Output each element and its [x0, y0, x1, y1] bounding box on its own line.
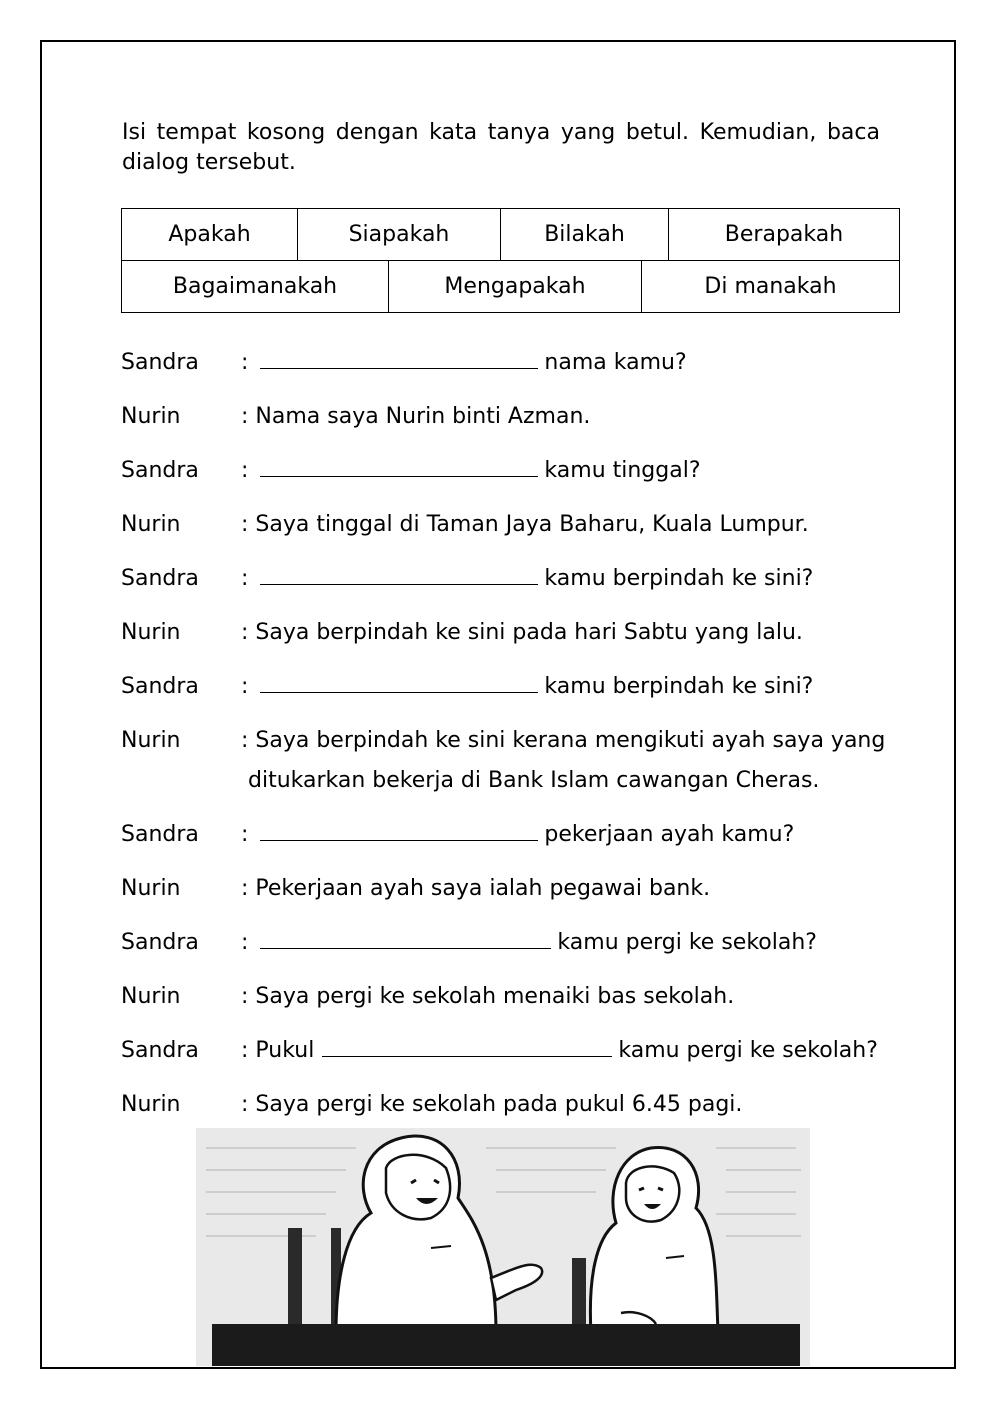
reply-text: : Saya berpindah ke sini pada hari Sabtu yang lalu.: [241, 620, 803, 645]
speaker-name: Nurin: [121, 512, 181, 537]
question-suffix: kamu berpindah ke sini?: [544, 566, 814, 591]
line-prefix: :: [241, 822, 249, 847]
question-suffix: pekerjaan ayah kamu?: [544, 822, 795, 847]
answer-blank-4[interactable]: [260, 668, 538, 693]
word-bank-row-2: [122, 260, 899, 312]
word-bank-table: [121, 208, 900, 313]
word-bagaimanakah: Bagaimanakah: [172, 274, 338, 299]
desk: [212, 1324, 800, 1366]
word-apakah: Apakah: [168, 222, 251, 247]
word-di-manakah: Di manakah: [641, 261, 899, 312]
answer-blank-3[interactable]: [260, 560, 538, 585]
speaker-name: Nurin: [121, 404, 181, 429]
reply-continuation: ditukarkan bekerja di Bank Islam cawangan Cheras.: [248, 768, 820, 793]
reply-text: : Pekerjaan ayah saya ialah pegawai bank.: [241, 876, 711, 901]
speaker-name: Nurin: [121, 728, 181, 753]
answer-blank-7[interactable]: [322, 1032, 612, 1057]
line-prefix: :: [241, 350, 249, 375]
reply-text: : Saya pergi ke sekolah menaiki bas sekolah.: [241, 984, 735, 1009]
instruction-text: Isi tempat kosong dengan kata tanya yang betul. Kemudian, baca dialog tersebut.: [122, 120, 880, 175]
reply-text: : Saya berpindah ke sini kerana mengikuti ayah saya yang: [241, 728, 886, 753]
speaker-name: Sandra: [121, 1038, 199, 1063]
dialog-illustration: [196, 1128, 810, 1366]
speaker-name: Sandra: [121, 566, 199, 591]
question-suffix: kamu tinggal?: [544, 458, 701, 483]
speaker-name: Sandra: [121, 458, 199, 483]
speaker-name: Nurin: [121, 984, 181, 1009]
reply-text: : Saya pergi ke sekolah pada pukul 6.45 pagi.: [241, 1092, 743, 1117]
question-suffix: nama kamu?: [544, 350, 687, 375]
question-suffix: kamu berpindah ke sini?: [544, 674, 814, 699]
word-bilakah: Bilakah: [500, 209, 668, 260]
question-suffix: kamu pergi ke sekolah?: [618, 1038, 878, 1063]
speaker-name: Sandra: [121, 674, 199, 699]
speaker-name: Sandra: [121, 350, 199, 375]
line-prefix: :: [241, 930, 249, 955]
reply-text: : Nama saya Nurin binti Azman.: [241, 404, 591, 429]
line-prefix: :: [241, 458, 249, 483]
word-mengapakah: Mengapakah: [388, 261, 641, 312]
answer-blank-1[interactable]: [260, 344, 538, 369]
word-siapakah: Siapakah: [297, 209, 500, 260]
line-prefix: : Pukul: [241, 1038, 315, 1063]
speaker-name: Nurin: [121, 1092, 181, 1117]
answer-blank-5[interactable]: [260, 816, 538, 841]
word-berapakah: Berapakah: [668, 209, 899, 260]
answer-blank-6[interactable]: [260, 924, 551, 949]
line-prefix: :: [241, 566, 249, 591]
reply-text: : Saya tinggal di Taman Jaya Baharu, Kuala Lumpur.: [241, 512, 809, 537]
speaker-name: Nurin: [121, 620, 181, 645]
speaker-name: Nurin: [121, 876, 181, 901]
line-prefix: :: [241, 674, 249, 699]
word-bank-row-1: [122, 209, 899, 260]
answer-blank-2[interactable]: [260, 452, 538, 477]
speaker-name: Sandra: [121, 930, 199, 955]
speaker-name: Sandra: [121, 822, 199, 847]
question-suffix: kamu pergi ke sekolah?: [557, 930, 817, 955]
